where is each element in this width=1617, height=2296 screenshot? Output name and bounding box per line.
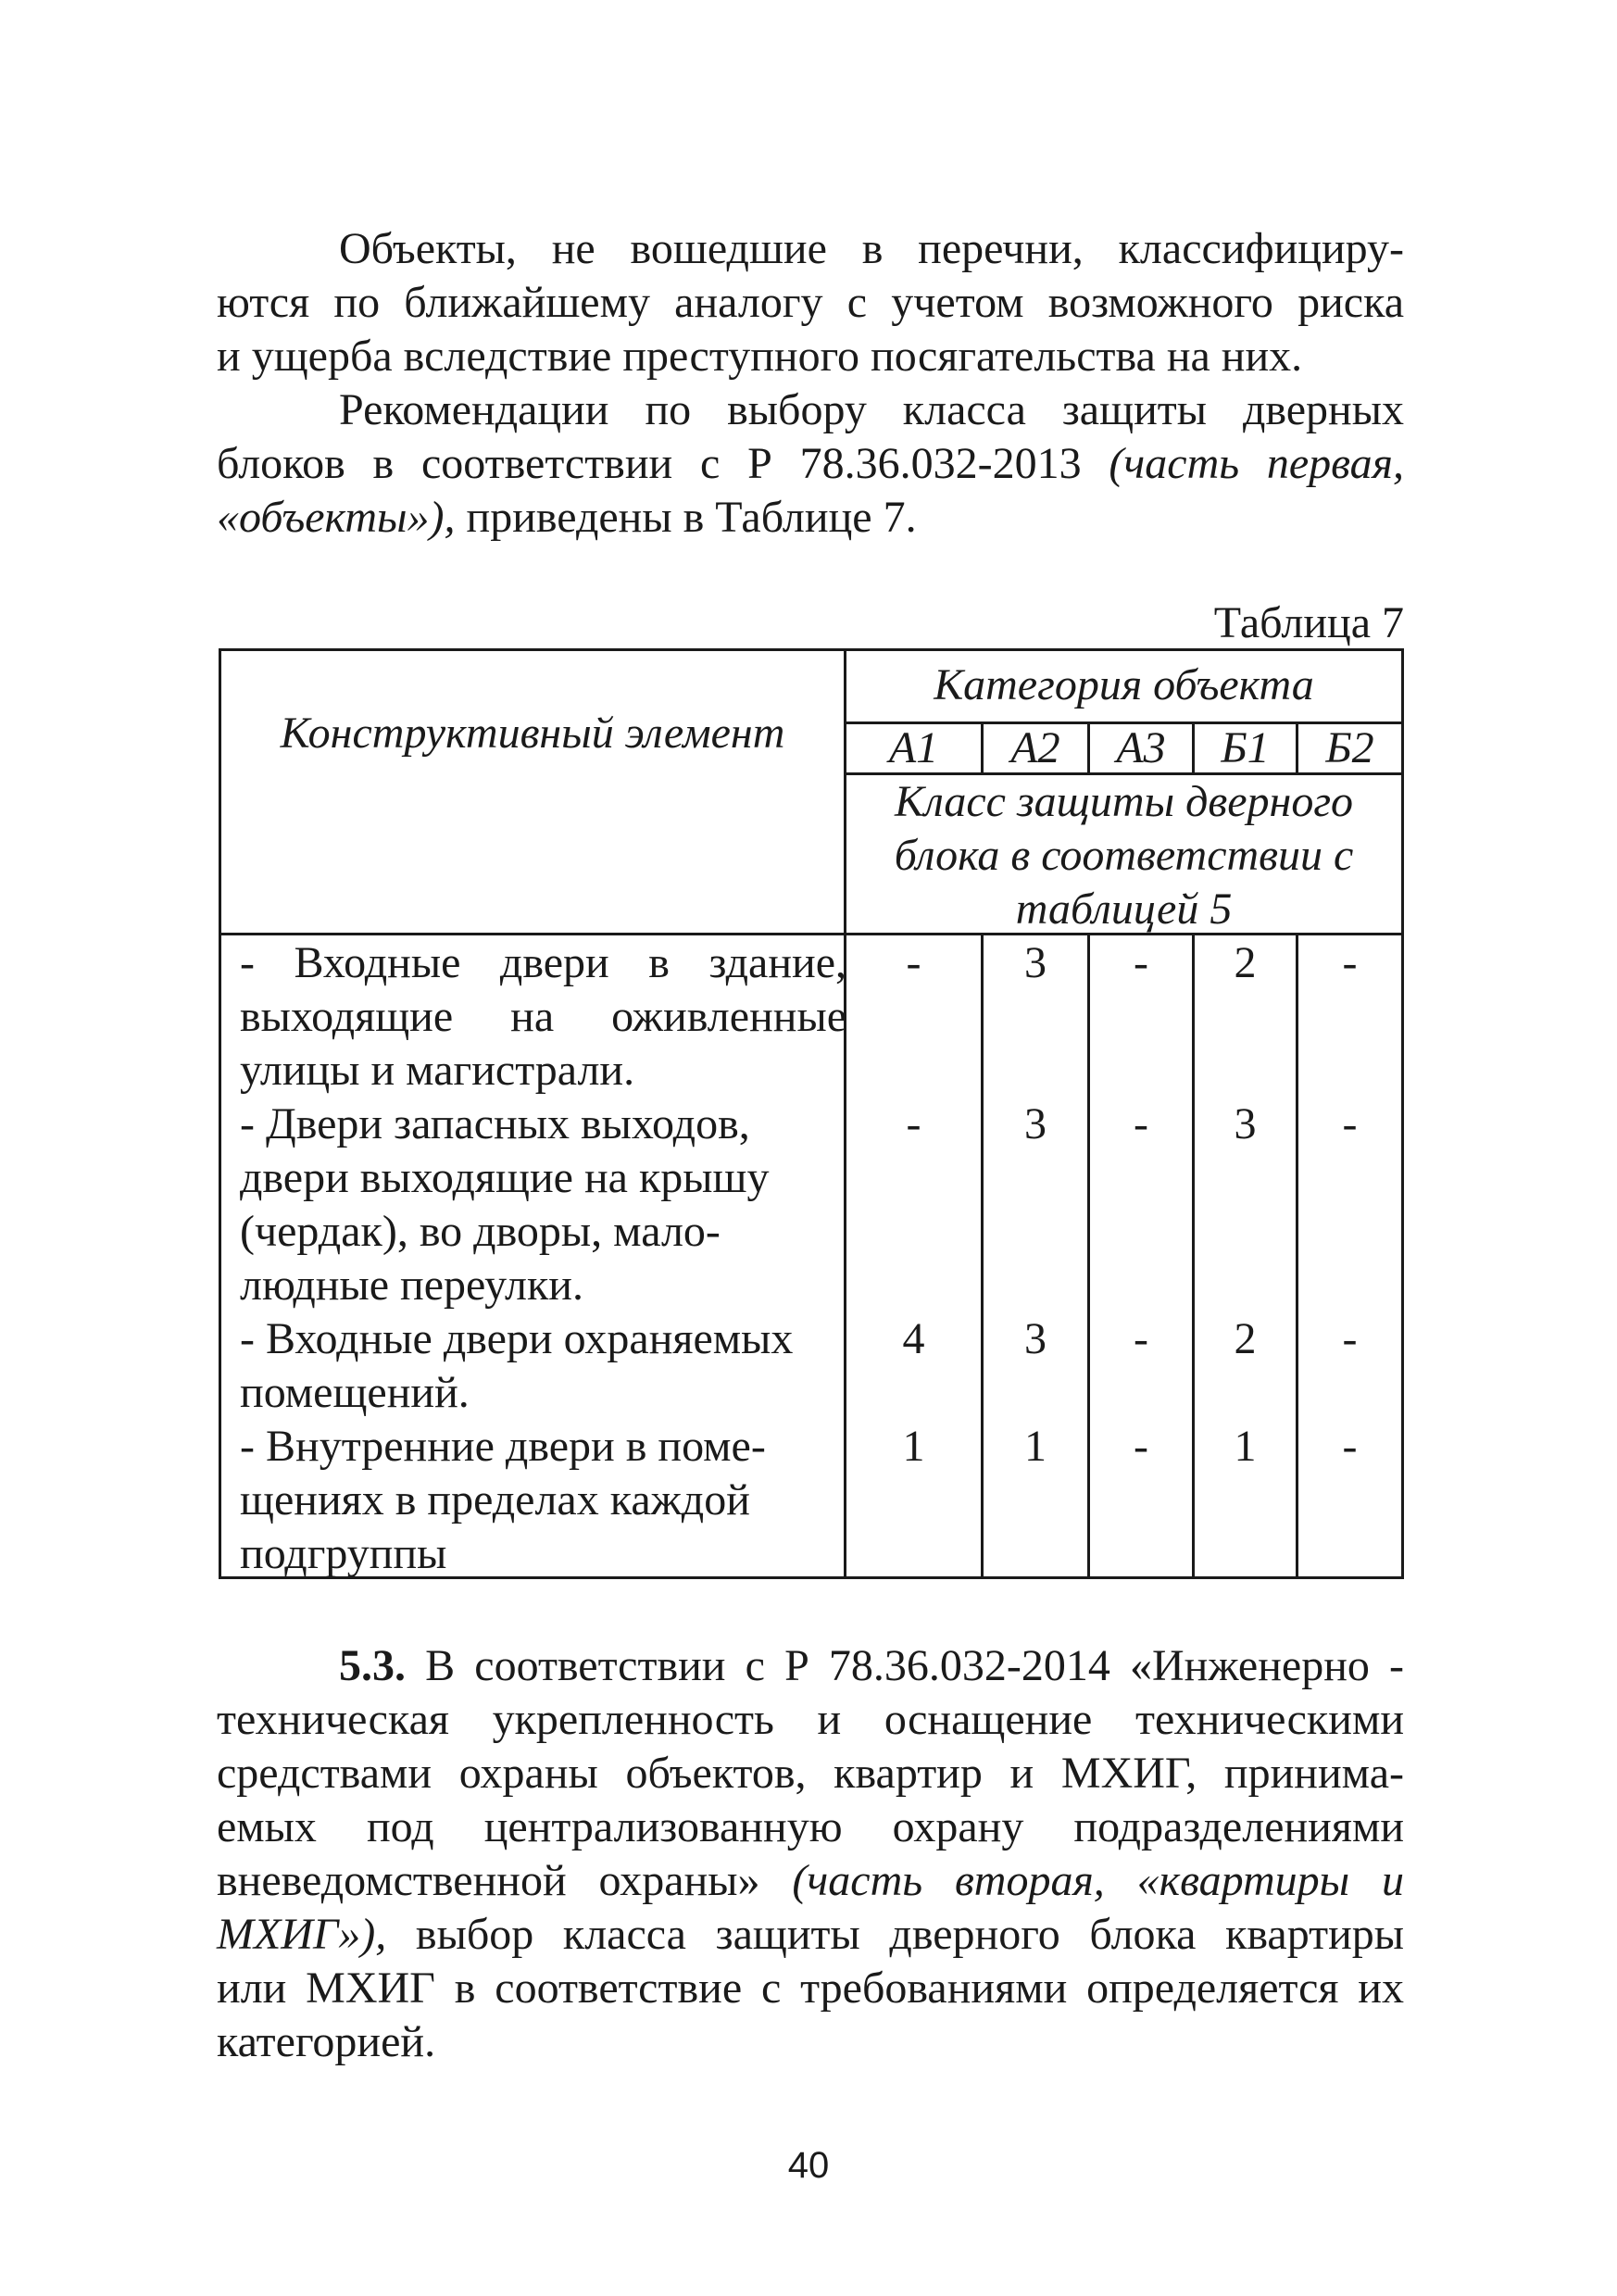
category-a2: А2 bbox=[1010, 723, 1060, 772]
header-class-line: таблицей 5 bbox=[1015, 885, 1233, 934]
text-line: средствами охраны объектов, квартир и МХИГ, принима- bbox=[217, 1749, 1404, 1798]
text-line: (чердак), во дворы, мало- bbox=[240, 1207, 721, 1256]
text-line: - Двери запасных выходов, bbox=[240, 1099, 750, 1148]
category-a1: А1 bbox=[888, 723, 939, 772]
table bbox=[219, 648, 1404, 1579]
header-element: Конструктивный элемент bbox=[280, 709, 785, 758]
text-line bbox=[217, 1639, 1404, 1693]
table-cell: 1 bbox=[902, 1422, 925, 1471]
text-line: категорией. bbox=[217, 2017, 436, 2066]
table-divider bbox=[1192, 935, 1195, 1576]
text-line: Объекты, не вошедшие в перечни, классифициру- bbox=[339, 224, 1404, 273]
intro-paragraph-2 bbox=[217, 383, 1404, 545]
table-divider bbox=[981, 935, 984, 1576]
category-b2: Б2 bbox=[1325, 723, 1374, 772]
text-line: помещений. bbox=[240, 1368, 470, 1417]
header-class bbox=[846, 775, 1401, 936]
text-line: Рекомендации по выбору класса защиты дверных bbox=[339, 385, 1404, 434]
text-line: - Входные двери охраняемых bbox=[240, 1314, 794, 1363]
table-cell: - bbox=[1342, 1422, 1358, 1471]
table-cell: - bbox=[1134, 1099, 1148, 1148]
text-fragment: В соответствии с Р 78.36.032-2014 «Инженерно - bbox=[406, 1641, 1404, 1690]
table-cell: 2 bbox=[1234, 1314, 1257, 1363]
text-line: двери выходящие на крышу bbox=[240, 1153, 770, 1202]
text-fragment: вневедомственной охраны» bbox=[217, 1856, 793, 1905]
table-cell: 3 bbox=[1024, 1314, 1047, 1363]
text-line: техническая укрепленность и оснащение техническими bbox=[217, 1695, 1404, 1744]
text-line: емых под централизованную охрану подразделениями bbox=[217, 1802, 1404, 1851]
italic-fragment: (часть первая, bbox=[1109, 439, 1404, 488]
text-line: ются по ближайшему аналогу с учетом возможного риска bbox=[217, 278, 1404, 327]
table-cell: - bbox=[1342, 938, 1358, 987]
section-number: 5.3. bbox=[339, 1641, 406, 1690]
text-line bbox=[217, 437, 1404, 491]
table-caption: Таблица 7 bbox=[1213, 598, 1404, 647]
text-line: щениях в пределах каждой bbox=[240, 1475, 750, 1524]
section-paragraph bbox=[217, 1639, 1404, 2069]
text-fragment: выбор класса защиты дверного блока квартиры bbox=[386, 1910, 1404, 1959]
category-a3: А3 bbox=[1116, 723, 1166, 772]
table-row-label bbox=[240, 936, 846, 1098]
table-cell: - bbox=[1342, 1099, 1358, 1148]
table-divider bbox=[1296, 935, 1298, 1576]
table-row-label bbox=[240, 1098, 846, 1312]
text-fragment: приведены в Таблице 7. bbox=[455, 493, 917, 542]
table-cell: 3 bbox=[1024, 1099, 1047, 1148]
text-line: людные переулки. bbox=[240, 1261, 583, 1310]
text-line bbox=[217, 1854, 1404, 1908]
table-row-label bbox=[240, 1420, 846, 1581]
header-class-line: Класс защиты дверного bbox=[894, 777, 1354, 826]
text-line: - Внутренние двери в поме- bbox=[240, 1422, 766, 1471]
category-b1: Б1 bbox=[1221, 723, 1270, 772]
text-line bbox=[217, 1908, 1404, 1962]
table-cell: - bbox=[1134, 1314, 1148, 1363]
header-category: Категория объекта bbox=[934, 660, 1314, 709]
table-divider bbox=[1087, 935, 1090, 1576]
table-cell: 3 bbox=[1024, 938, 1047, 987]
italic-fragment: МХИГ»), bbox=[217, 1910, 387, 1959]
text-line: улицы и магистрали. bbox=[240, 1046, 635, 1095]
intro-paragraph-1 bbox=[217, 222, 1404, 383]
table-cell: - bbox=[906, 938, 921, 987]
text-line: подгруппы bbox=[240, 1529, 447, 1578]
text-line: - Входные двери в здание, bbox=[240, 938, 846, 987]
text-line: выходящие на оживленные bbox=[240, 992, 846, 1041]
table-cell: 2 bbox=[1234, 938, 1257, 987]
table-cell: - bbox=[1134, 1422, 1148, 1471]
table-cell: - bbox=[1134, 938, 1148, 987]
italic-fragment: (часть вторая, «квартиры и bbox=[792, 1856, 1405, 1905]
text-fragment: блоков в соответствии с Р 78.36.032-2013 bbox=[217, 439, 1109, 488]
header-class-line: блока в соответствии с bbox=[894, 831, 1354, 880]
text-line: и ущерба вследствие преступного посягательства на них. bbox=[217, 332, 1303, 381]
table-cell: 3 bbox=[1234, 1099, 1257, 1148]
text-line: или МХИГ в соответствие с требованиями определяется их bbox=[217, 1964, 1404, 2013]
table-cell: 1 bbox=[1024, 1422, 1047, 1471]
page-number: 40 bbox=[787, 2145, 830, 2186]
table-row-label bbox=[240, 1312, 846, 1420]
italic-fragment: «объекты»), bbox=[217, 493, 456, 542]
table-cell: 1 bbox=[1234, 1422, 1257, 1471]
table-cell: 4 bbox=[902, 1314, 925, 1363]
text-line bbox=[217, 491, 1404, 545]
table-cell: - bbox=[906, 1099, 921, 1148]
table-cell: - bbox=[1342, 1314, 1358, 1363]
